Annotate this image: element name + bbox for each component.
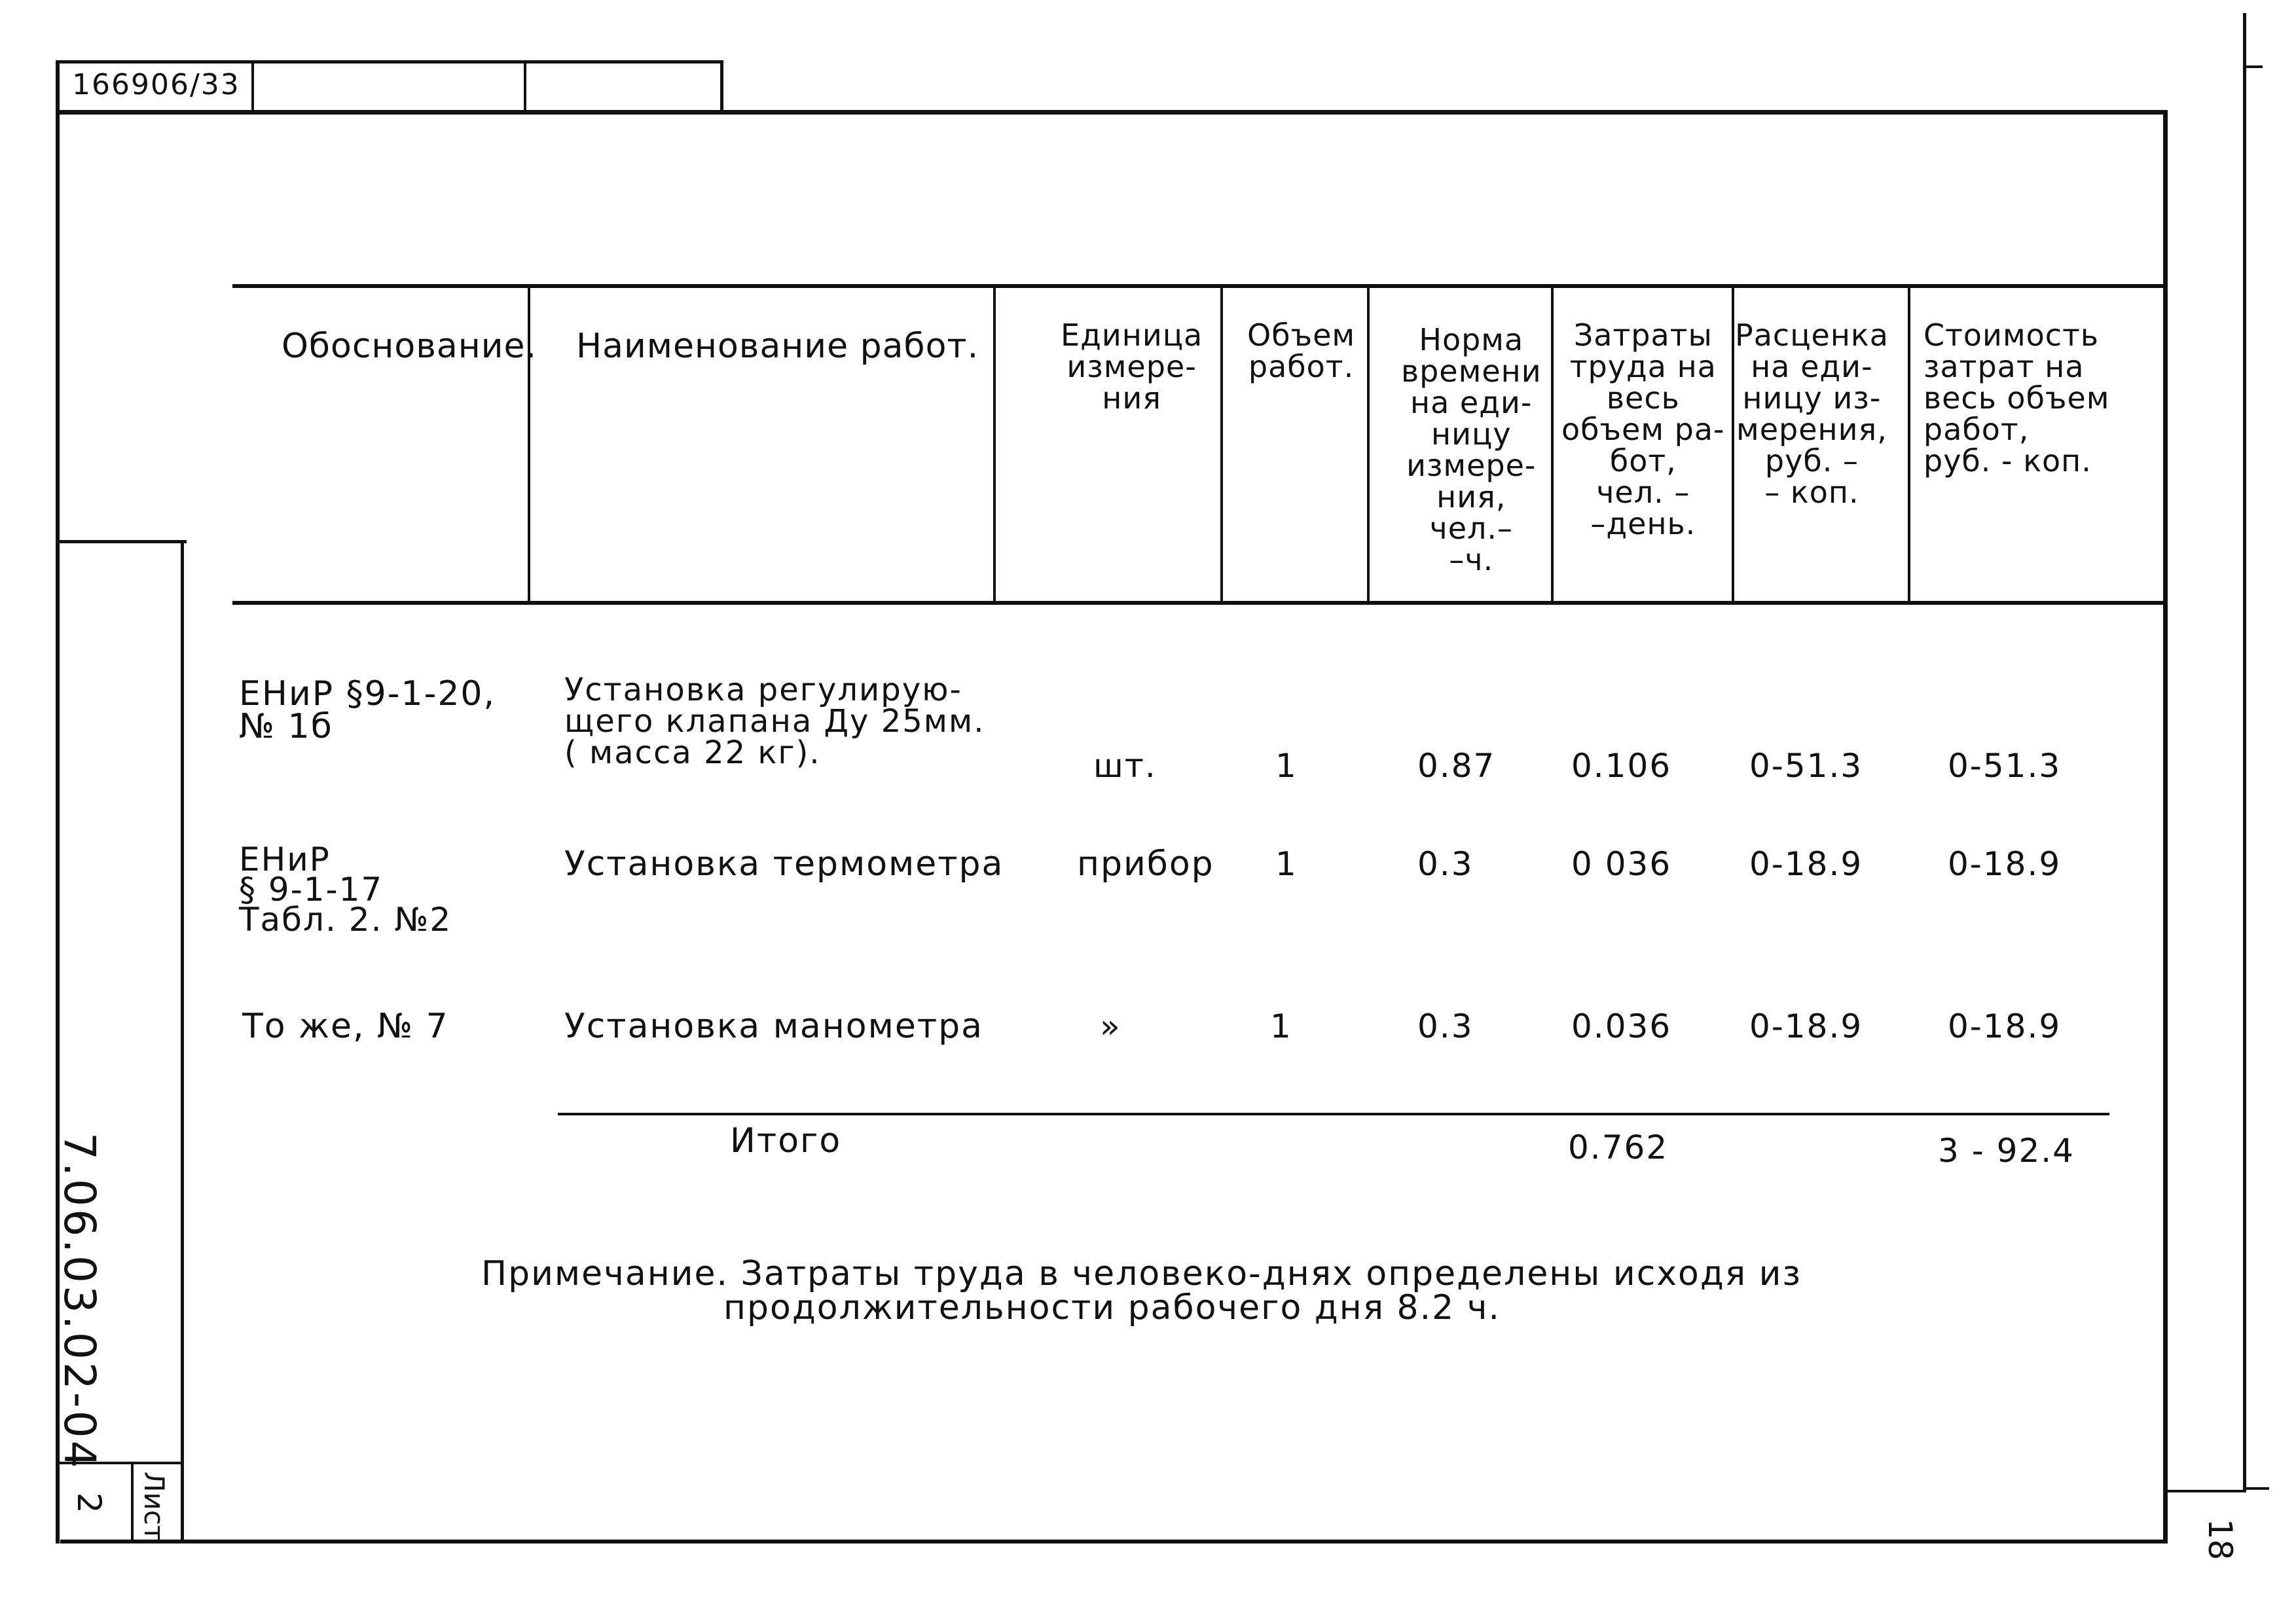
left-strip-sheet-divider <box>131 1462 134 1543</box>
row3-volume: 1 <box>1270 1007 1292 1045</box>
page-number: 18 <box>2201 1519 2239 1561</box>
col-divider-4 <box>1367 286 1370 603</box>
left-strip-right <box>181 540 184 1543</box>
left-strip-top <box>56 540 187 543</box>
row3-labor: 0.036 <box>1571 1007 1672 1045</box>
right-strip-page-top <box>2168 1490 2246 1492</box>
col-divider-2 <box>993 286 996 603</box>
header-total-cost: Стоимость затрат на весь объем работ, руб. - коп. <box>1923 317 2110 478</box>
row1-cost: 0-51.3 <box>1948 747 2062 785</box>
total-label: Итого <box>730 1121 842 1161</box>
row2-norm: 0.3 <box>1417 845 1474 883</box>
row2-unit: прибор <box>1077 844 1214 884</box>
row1-unit: шт. <box>1093 747 1157 785</box>
total-labor: 0.762 <box>1568 1128 1669 1166</box>
stamp-number: 166906/33 <box>72 68 240 101</box>
row1-rate: 0-51.3 <box>1749 747 1863 785</box>
row1-name: Установка регулирую- щего клапана Ду 25мм. ( масса 22 кг). <box>564 672 985 771</box>
note-line-1: Примечание. Затраты труда в человеко-днях определены исходя из <box>481 1254 1802 1293</box>
header-time-norm: Норма времени на еди- ницу измере- ния, чел.– –ч. <box>1401 322 1542 577</box>
sheet-label: Лист <box>138 1471 170 1542</box>
frame-top-line <box>56 110 2168 115</box>
row1-norm: 0.87 <box>1417 747 1496 785</box>
header-work-name: Наименование работ. <box>576 327 979 366</box>
right-strip-tick-1 <box>2243 65 2263 68</box>
stamp-box-right <box>720 60 723 114</box>
row1-volume: 1 <box>1275 747 1298 785</box>
stamp-box-top <box>56 60 723 63</box>
col-divider-5 <box>1551 286 1554 603</box>
side-document-code: 7.06.03.02-04 <box>54 1132 105 1471</box>
row2-cost: 0-18.9 <box>1948 845 2062 883</box>
row3-basis: То же, № 7 <box>242 1007 449 1046</box>
frame-right-line <box>2163 110 2168 1543</box>
frame-bottom-line <box>60 1540 2168 1543</box>
col-divider-6 <box>1732 286 1734 603</box>
total-cost: 3 - 92.4 <box>1938 1132 2075 1170</box>
row2-labor: 0 036 <box>1571 845 1672 883</box>
total-separator-line <box>558 1113 2109 1115</box>
col-divider-3 <box>1220 286 1223 603</box>
right-strip-tick-2 <box>2243 1487 2269 1490</box>
stamp-divider-1 <box>251 60 254 114</box>
right-strip-outer-line <box>2243 13 2246 1492</box>
col-divider-7 <box>1908 286 1910 603</box>
row2-rate: 0-18.9 <box>1749 845 1863 883</box>
row3-name: Установка манометра <box>564 1007 983 1046</box>
stamp-divider-2 <box>524 60 526 114</box>
note-line-2: продолжительности рабочего дня 8.2 ч. <box>723 1288 1501 1327</box>
row1-labor: 0.106 <box>1571 747 1672 785</box>
row2-name: Установка термометра <box>564 844 1004 884</box>
row3-cost: 0-18.9 <box>1948 1007 2062 1045</box>
table-header-bottom-line <box>232 601 2168 605</box>
header-unit: Единица измере- ния <box>1061 317 1203 416</box>
row3-norm: 0.3 <box>1417 1007 1474 1045</box>
header-unit-rate: Расценка на еди- ницу из- мерения, руб. – – коп. <box>1735 317 1889 510</box>
row1-basis: ЕНиР §9-1-20, № 1б <box>239 674 496 746</box>
sheet-number: 2 <box>70 1492 108 1513</box>
header-basis: Обоснование. <box>282 327 538 366</box>
table-top-line <box>232 284 2168 288</box>
row2-volume: 1 <box>1275 845 1298 883</box>
header-volume: Объем работ. <box>1247 317 1356 384</box>
row3-unit: » <box>1100 1007 1121 1045</box>
row2-basis: ЕНиР § 9-1-17 Табл. 2. №2 <box>239 840 452 939</box>
row3-rate: 0-18.9 <box>1749 1007 1863 1045</box>
header-labor-cost: Затраты труда на весь объем ра- бот, чел. – –день. <box>1561 317 1725 541</box>
